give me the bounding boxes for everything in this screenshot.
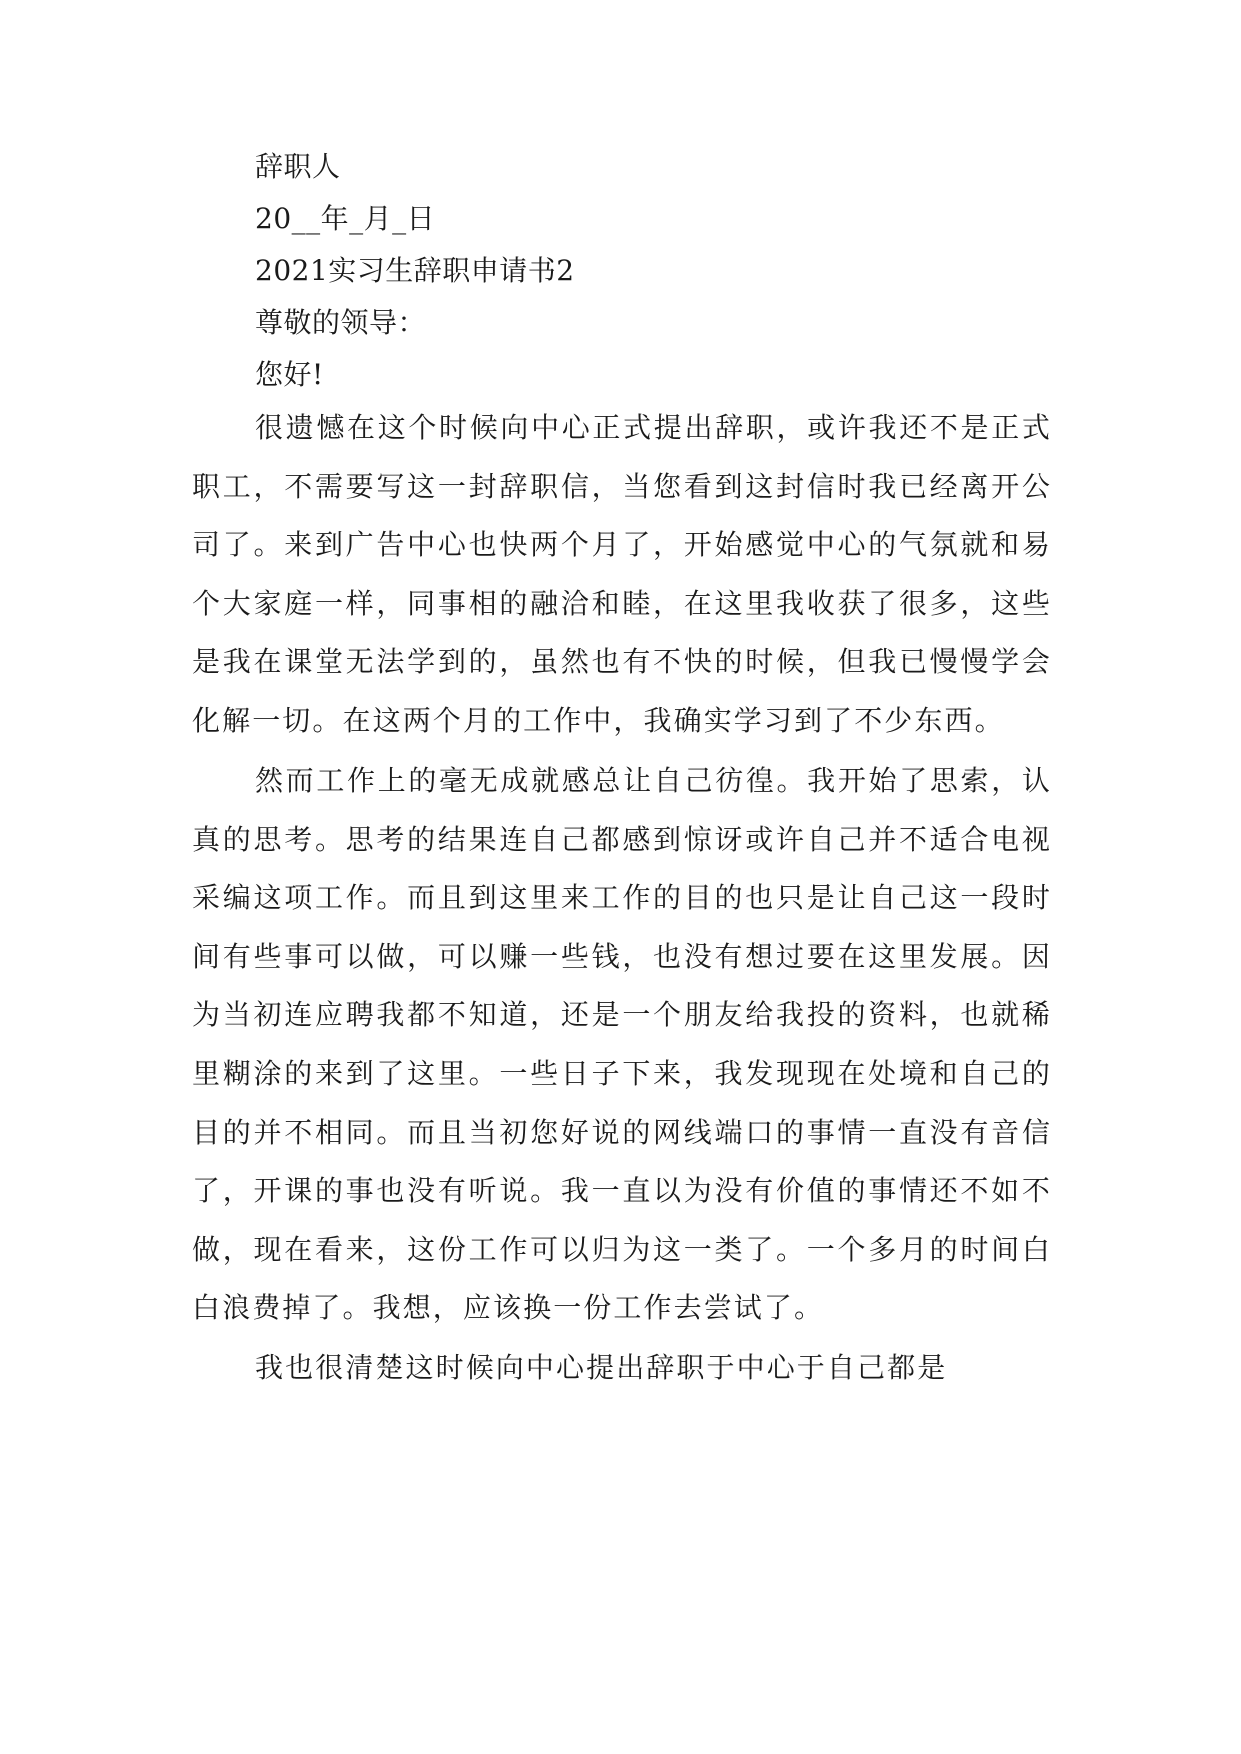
- body-paragraph-3: 我也很清楚这时候向中心提出辞职于中心于自己都是: [255, 1351, 948, 1384]
- date-line: 20__年_月_日: [255, 202, 436, 235]
- body-paragraph-1: 很遗憾在这个时候向中心正式提出辞职，或许我还不是正式职工，不需要写这一封辞职信，当您看到这封信时我已经离开公司了。来到广告中心也快两个月了，开始感觉中心的气氛就和易个大家庭一样，同事相的融洽和睦，在这里我收获了很多，这些是我在课堂无法学到的，虽然也有不快的时候，但我已慢慢学会化解一切。在这两个月的工作中，我确实学习到了不少东西。: [192, 411, 1052, 737]
- salutation: 尊敬的领导：: [255, 306, 427, 339]
- body-paragraph-2: 然而工作上的毫无成就感总让自己彷徨。我开始了思索，认真的思考。思考的结果连自己都感到惊讶或许自己并不适合电视采编这项工作。而且到这里来工作的目的也只是让自己这一段时间有些事可以做，可以赚一些钱，也没有想过要在这里发展。因为当初连应聘我都不知道，还是一个朋友给我投的资料，也就稀里糊涂的来到了这里。一些日子下来，我发现现在处境和自己的目的并不相同。而且当初您好说的网线端口的事情一直没有音信了，开课的事也没有听说。我一直以为没有价值的事情还不如不做，现在看来，这份工作可以归为这一类了。一个多月的时间白白浪费掉了。我想，应该换一份工作去尝试了。: [192, 764, 1052, 1325]
- greeting: 您好!: [255, 358, 324, 391]
- signer-label: 辞职人: [255, 150, 341, 183]
- document-heading: 2021实习生辞职申请书2: [255, 254, 575, 287]
